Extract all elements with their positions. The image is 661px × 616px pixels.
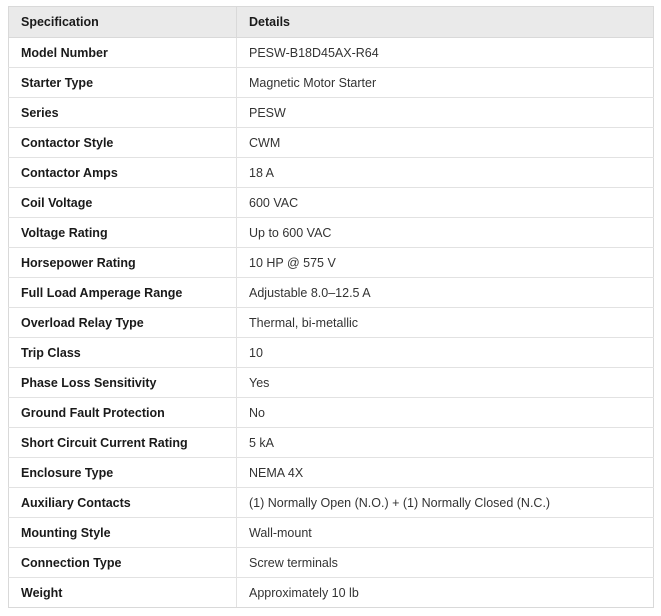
- row-label: Enclosure Type: [9, 458, 237, 488]
- row-label: Model Number: [9, 38, 237, 68]
- row-value: Screw terminals: [237, 548, 654, 578]
- row-value: 10 HP @ 575 V: [237, 248, 654, 278]
- table-row: [9, 488, 654, 518]
- row-label: Contactor Style: [9, 128, 237, 158]
- row-label: Connection Type: [9, 548, 237, 578]
- row-label: Ground Fault Protection: [9, 398, 237, 428]
- row-label: Mounting Style: [9, 518, 237, 548]
- row-value: CWM: [237, 128, 654, 158]
- table-row: [9, 338, 654, 368]
- row-label: Auxiliary Contacts: [9, 488, 237, 518]
- table-body: [9, 38, 654, 608]
- table-row: [9, 188, 654, 218]
- row-label: Trip Class: [9, 338, 237, 368]
- row-value: No: [237, 398, 654, 428]
- specification-table: [8, 6, 654, 608]
- column-header-details: Details: [237, 7, 654, 38]
- row-value: Approximately 10 lb: [237, 578, 654, 608]
- row-label: Contactor Amps: [9, 158, 237, 188]
- row-value: Thermal, bi-metallic: [237, 308, 654, 338]
- row-value: PESW-B18D45AX-R64: [237, 38, 654, 68]
- row-label: Overload Relay Type: [9, 308, 237, 338]
- table-row: [9, 398, 654, 428]
- row-label: Weight: [9, 578, 237, 608]
- row-label: Coil Voltage: [9, 188, 237, 218]
- table-row: [9, 158, 654, 188]
- row-label: Voltage Rating: [9, 218, 237, 248]
- table-row: [9, 68, 654, 98]
- row-value: 18 A: [237, 158, 654, 188]
- row-label: Short Circuit Current Rating: [9, 428, 237, 458]
- row-value: Up to 600 VAC: [237, 218, 654, 248]
- table-row: [9, 578, 654, 608]
- row-value: NEMA 4X: [237, 458, 654, 488]
- row-value: Adjustable 8.0–12.5 A: [237, 278, 654, 308]
- table-row: [9, 518, 654, 548]
- row-label: Phase Loss Sensitivity: [9, 368, 237, 398]
- row-value: Wall-mount: [237, 518, 654, 548]
- table-row: [9, 308, 654, 338]
- column-header-specification: Specification: [9, 7, 237, 38]
- row-label: Starter Type: [9, 68, 237, 98]
- table-header: [9, 7, 654, 38]
- table-row: [9, 548, 654, 578]
- row-label: Horsepower Rating: [9, 248, 237, 278]
- table-row: [9, 248, 654, 278]
- table-row: [9, 218, 654, 248]
- table-row: [9, 458, 654, 488]
- table-row: [9, 98, 654, 128]
- row-label: Full Load Amperage Range: [9, 278, 237, 308]
- row-value: PESW: [237, 98, 654, 128]
- row-label: Series: [9, 98, 237, 128]
- row-value: 10: [237, 338, 654, 368]
- row-value: 5 kA: [237, 428, 654, 458]
- table-row: [9, 278, 654, 308]
- row-value: 600 VAC: [237, 188, 654, 218]
- table-row: [9, 428, 654, 458]
- table-header-row: [9, 7, 654, 38]
- row-value: Yes: [237, 368, 654, 398]
- row-value: Magnetic Motor Starter: [237, 68, 654, 98]
- table-row: [9, 368, 654, 398]
- table-row: [9, 128, 654, 158]
- row-value: (1) Normally Open (N.O.) + (1) Normally Closed (N.C.): [237, 488, 654, 518]
- table-row: [9, 38, 654, 68]
